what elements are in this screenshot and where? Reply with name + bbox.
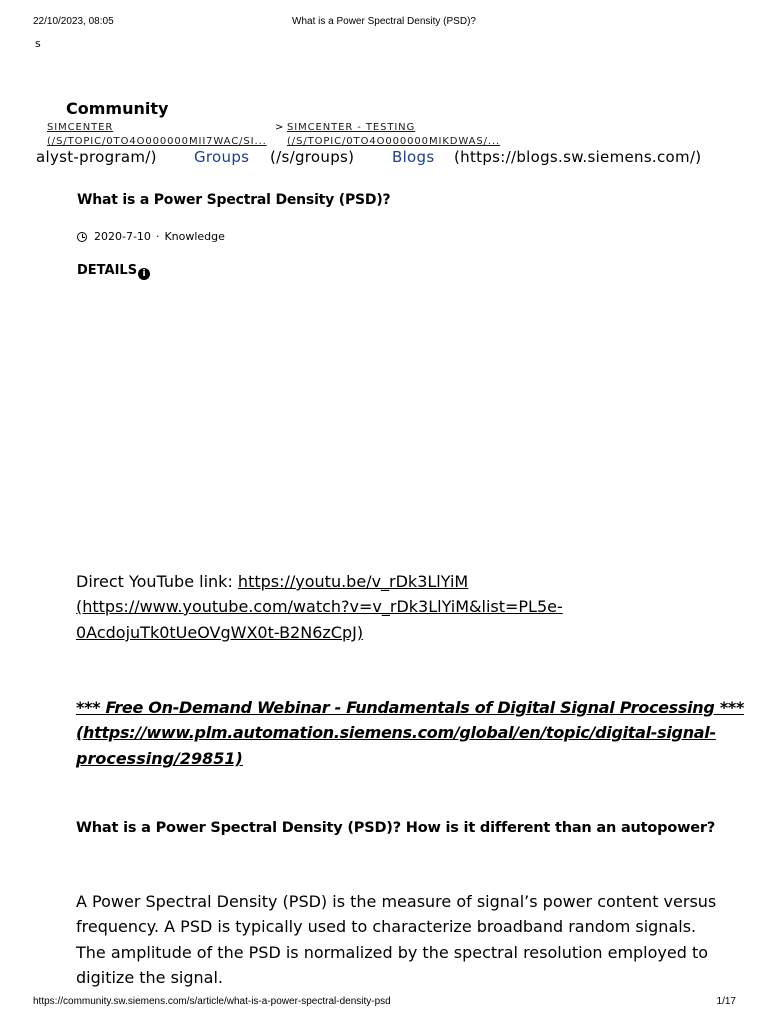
- youtube-line: [76, 569, 468, 595]
- community-label[interactable]: Community: [66, 99, 169, 118]
- print-page-number: 1/17: [716, 996, 736, 1007]
- article-category[interactable]: Knowledge: [164, 230, 225, 243]
- webinar-link-line2[interactable]: (https://www.plm.automation.siemens.com/global/en/topic/digital-signal-: [76, 723, 716, 742]
- nav-truncated-link[interactable]: alyst-program/): [36, 148, 157, 166]
- webinar-link-line1[interactable]: *** Free On-Demand Webinar - Fundamentals of Digital Signal Processing ***: [76, 698, 745, 717]
- video-embed-area: [77, 290, 692, 555]
- details-heading: [77, 263, 150, 280]
- breadcrumb-testing-link[interactable]: SIMCENTER - TESTING: [287, 122, 416, 133]
- nav-groups-link[interactable]: Groups: [194, 148, 250, 166]
- nav-blogs-href: (https://blogs.sw.siemens.com/): [454, 148, 702, 166]
- youtube-full-link-line1[interactable]: (https://www.youtube.com/watch?v=v_rDk3LlYiM&list=PL5e-: [76, 597, 563, 616]
- breadcrumb-separator: >: [275, 122, 284, 133]
- meta-separator: ·: [155, 230, 160, 243]
- breadcrumb-testing-href[interactable]: (/S/TOPIC/0TO4O000000MIKDWAS/...: [287, 136, 501, 147]
- paragraph-line4: digitize the signal.: [76, 968, 224, 987]
- print-page-title: What is a Power Spectral Density (PSD)?: [292, 16, 476, 27]
- youtube-full-link-line2[interactable]: 0AcdojuTk0tUeOVgWX0t-B2N6zCpJ): [76, 623, 364, 642]
- clock-icon: [77, 232, 87, 242]
- nav-blogs-link[interactable]: Blogs: [392, 148, 435, 166]
- info-icon[interactable]: i: [138, 268, 150, 280]
- paragraph-line2: frequency. A PSD is typically used to characterize broadband random signals.: [76, 917, 697, 936]
- breadcrumb-simcenter-link[interactable]: SIMCENTER: [47, 122, 114, 133]
- nav-groups-href: (/s/groups): [270, 148, 355, 166]
- print-datetime: 22/10/2023, 08:05: [33, 16, 114, 27]
- details-label: DETAILS: [77, 263, 138, 278]
- stray-character: s: [35, 37, 41, 50]
- youtube-short-link[interactable]: https://youtu.be/v_rDk3LlYiM: [237, 572, 469, 591]
- youtube-prefix: Direct YouTube link:: [76, 572, 238, 591]
- print-footer-url: https://community.sw.siemens.com/s/article/what-is-a-power-spectral-density-psd: [33, 996, 391, 1007]
- paragraph-line3: The amplitude of the PSD is normalized by the spectral resolution employed to: [76, 943, 709, 962]
- breadcrumb-simcenter-href[interactable]: (/S/TOPIC/0TO4O000000MII7WAC/SI...: [47, 136, 267, 147]
- webinar-link-line3[interactable]: processing/29851): [76, 749, 243, 768]
- article-meta: [77, 230, 225, 243]
- section-heading: What is a Power Spectral Density (PSD)? How is it different than an autopower?: [76, 820, 716, 836]
- paragraph-line1: A Power Spectral Density (PSD) is the measure of signal’s power content versus: [76, 892, 717, 911]
- article-date: 2020-7-10: [94, 230, 151, 243]
- article-title: What is a Power Spectral Density (PSD)?: [77, 192, 391, 208]
